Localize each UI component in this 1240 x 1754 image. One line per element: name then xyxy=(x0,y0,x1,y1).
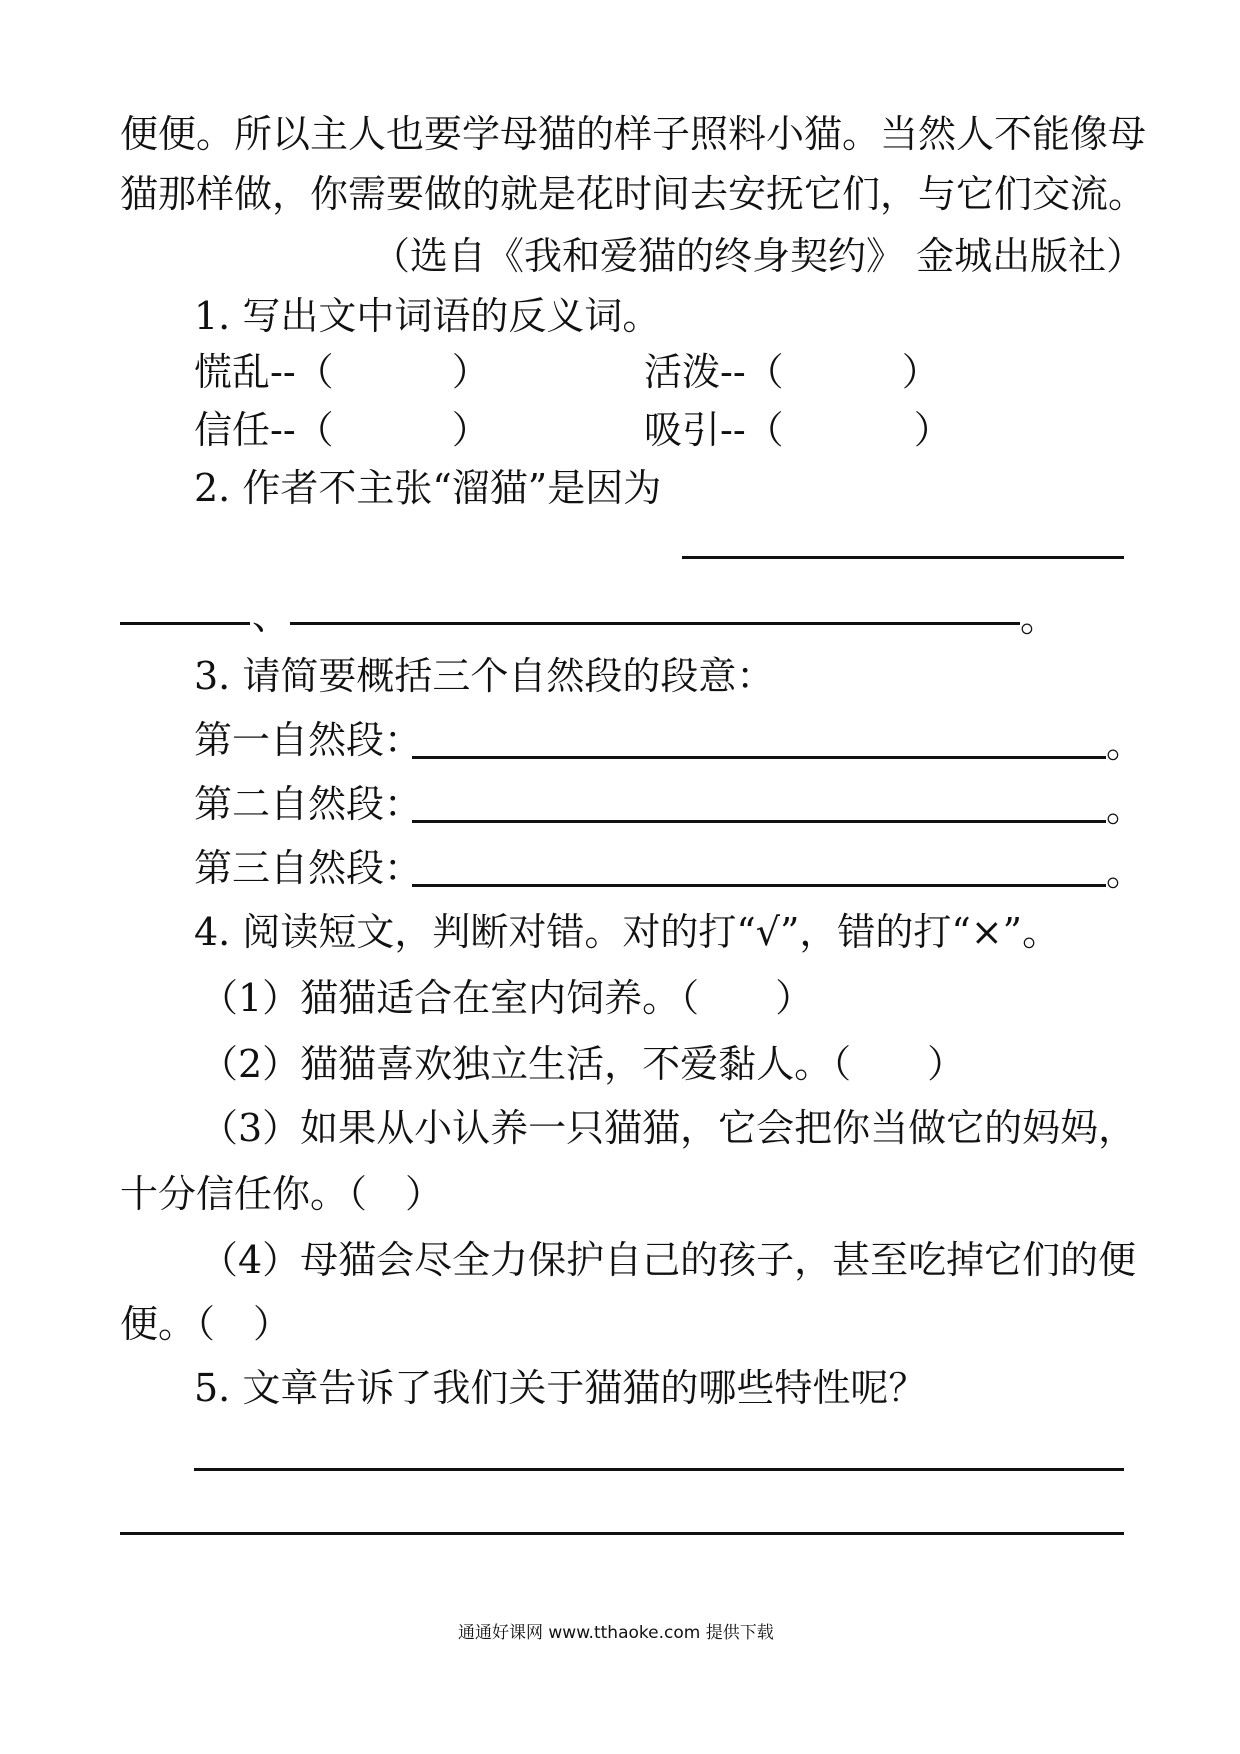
antonym-close: ） xyxy=(451,408,490,452)
q2-end: 。 xyxy=(1020,596,1059,640)
q2-answer-line-2[interactable] xyxy=(120,622,250,625)
antonym-item xyxy=(194,348,490,396)
q4-item-4: （4）母猫会尽全力保护自己的孩子，甚至吃掉它们的便 xyxy=(200,1238,1137,1282)
q2-answer-line-1[interactable] xyxy=(682,556,1124,559)
q3-label-2: 第二自然段： xyxy=(194,782,423,826)
q2-answer-line-3[interactable] xyxy=(290,622,1020,625)
passage-source: （选自《我和爱猫的终身契约》 金城出版社） xyxy=(372,234,1145,278)
q3-answer-line-2[interactable] xyxy=(412,820,1106,823)
antonym-item xyxy=(644,348,940,396)
q2-separator: 、 xyxy=(252,594,291,638)
footer-credit: 通通好课网 www.tthaoke.com 提供下载 xyxy=(458,1623,774,1643)
q3-answer-line-3[interactable] xyxy=(412,884,1106,887)
q3-label-1: 第一自然段： xyxy=(194,718,423,762)
q4-item-4-cont: 便。（ ） xyxy=(120,1302,292,1346)
q3-end-1: 。 xyxy=(1106,722,1145,766)
q4-item-1: （1）猫猫适合在室内饲养。（ ） xyxy=(200,976,814,1020)
q4-item-3: （3）如果从小认养一只猫猫，它会把你当做它的妈妈， xyxy=(200,1106,1137,1150)
q4-item-3-cont: 十分信任你。（ ） xyxy=(120,1172,444,1216)
antonym-item xyxy=(644,406,952,454)
passage-line-2: 猫那样做，你需要做的就是花时间去安抚它们，与它们交流。 xyxy=(120,172,1147,216)
antonym-word: 慌乱--（ xyxy=(194,350,334,394)
q3-answer-line-1[interactable] xyxy=(412,756,1106,759)
antonym-word: 信任--（ xyxy=(194,408,334,452)
q3-prompt: 3. 请简要概括三个自然段的段意： xyxy=(194,654,775,698)
q5-prompt: 5. 文章告诉了我们关于猫猫的哪些特性呢？ xyxy=(194,1366,927,1410)
passage-line-1: 便便。所以主人也要学母猫的样子照料小猫。当然人不能像母 xyxy=(120,112,1147,156)
antonym-close: ） xyxy=(451,350,490,394)
q4-item-2: （2）猫猫喜欢独立生活，不爱黏人。（ ） xyxy=(200,1042,966,1086)
antonym-word: 活泼--（ xyxy=(644,350,784,394)
antonym-item xyxy=(194,406,490,454)
antonym-close: ） xyxy=(901,350,940,394)
q3-end-2: 。 xyxy=(1106,786,1145,830)
antonym-close: ） xyxy=(913,408,952,452)
q2-prompt: 2. 作者不主张“溜猫”是因为 xyxy=(194,466,662,510)
q1-prompt: 1. 写出文中词语的反义词。 xyxy=(194,294,661,338)
antonym-word: 吸引--（ xyxy=(644,408,784,452)
q5-answer-line-1[interactable] xyxy=(194,1468,1124,1471)
q4-prompt: 4. 阅读短文，判断对错。对的打“√”，错的打“×”。 xyxy=(194,910,1061,954)
q3-label-3: 第三自然段： xyxy=(194,846,423,890)
q5-answer-line-2[interactable] xyxy=(120,1532,1124,1535)
q3-end-3: 。 xyxy=(1106,850,1145,894)
